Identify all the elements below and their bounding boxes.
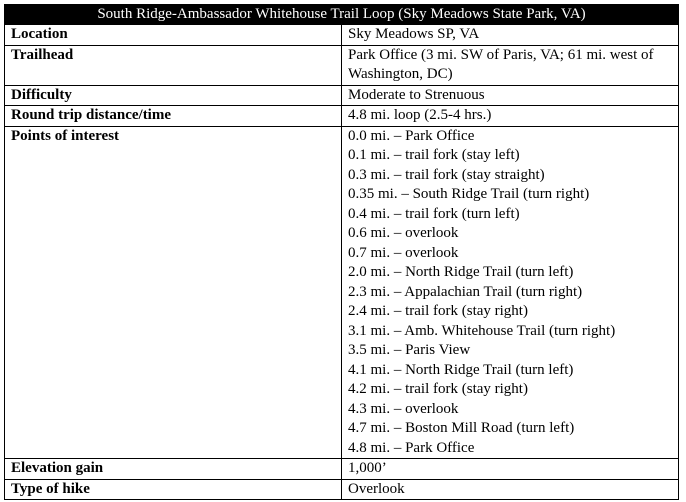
table-row-elevation bbox=[5, 459, 679, 480]
poi-item: 0.4 mi. – trail fork (turn left) bbox=[348, 205, 520, 222]
row-label-distance: Round trip distance/time bbox=[5, 106, 342, 127]
table-row-location bbox=[5, 25, 679, 46]
poi-item: 4.7 mi. – Boston Mill Road (turn left) bbox=[348, 420, 575, 436]
row-value-distance: 4.8 mi. loop (2.5-4 hrs.) bbox=[342, 106, 679, 127]
row-value-points-of-interest bbox=[342, 126, 679, 459]
row-value-location: Sky Meadows SP, VA bbox=[342, 25, 679, 46]
table-row-points-of-interest bbox=[5, 126, 679, 459]
poi-item: 4.1 mi. – North Ridge Trail (turn left) bbox=[348, 361, 574, 378]
table-title-row bbox=[5, 5, 679, 25]
poi-item: 4.3 mi. – overlook bbox=[348, 400, 459, 417]
table-row-distance bbox=[5, 106, 679, 127]
row-value-trailhead: Park Office (3 mi. SW of Paris, VA; 61 mi. west of Washington, DC) bbox=[342, 45, 679, 85]
row-value-type: Overlook bbox=[342, 479, 679, 500]
poi-item: 2.3 mi. – Appalachian Trail (turn right) bbox=[348, 283, 583, 300]
trail-info-table bbox=[4, 4, 679, 500]
table-row-trailhead bbox=[5, 45, 679, 85]
poi-item: 3.1 mi. – Amb. Whitehouse Trail (turn right) bbox=[348, 322, 616, 339]
row-label-trailhead: Trailhead bbox=[5, 45, 342, 85]
table-title: South Ridge-Ambassador Whitehouse Trail Loop (Sky Meadows State Park, VA) bbox=[5, 5, 679, 25]
row-value-difficulty: Moderate to Strenuous bbox=[342, 85, 679, 106]
poi-item: 3.5 mi. – Paris View bbox=[348, 342, 471, 358]
poi-item: 0.6 mi. – overlook bbox=[348, 225, 459, 241]
row-label-points-of-interest: Points of interest bbox=[5, 126, 342, 459]
table-row-difficulty bbox=[5, 85, 679, 106]
poi-item: 2.0 mi. – North Ridge Trail (turn left) bbox=[348, 264, 574, 280]
poi-item: 0.1 mi. – trail fork (stay left) bbox=[348, 147, 520, 163]
poi-item: 4.8 mi. – Park Office bbox=[348, 439, 475, 456]
row-label-difficulty: Difficulty bbox=[5, 85, 342, 106]
row-label-elevation: Elevation gain bbox=[5, 459, 342, 480]
trail-info-table-container bbox=[4, 4, 679, 500]
poi-item: 0.7 mi. – overlook bbox=[348, 244, 459, 261]
poi-item: 2.4 mi. – trail fork (stay right) bbox=[348, 303, 528, 319]
row-label-type: Type of hike bbox=[5, 479, 342, 500]
poi-item: 0.3 mi. – trail fork (stay straight) bbox=[348, 166, 545, 183]
row-label-location: Location bbox=[5, 25, 342, 46]
poi-item: 0.35 mi. – South Ridge Trail (turn right) bbox=[348, 186, 590, 202]
row-value-elevation: 1,000’ bbox=[342, 459, 679, 480]
poi-item: 4.2 mi. – trail fork (stay right) bbox=[348, 381, 528, 397]
poi-item: 0.0 mi. – Park Office bbox=[348, 127, 475, 144]
table-row-type bbox=[5, 479, 679, 500]
